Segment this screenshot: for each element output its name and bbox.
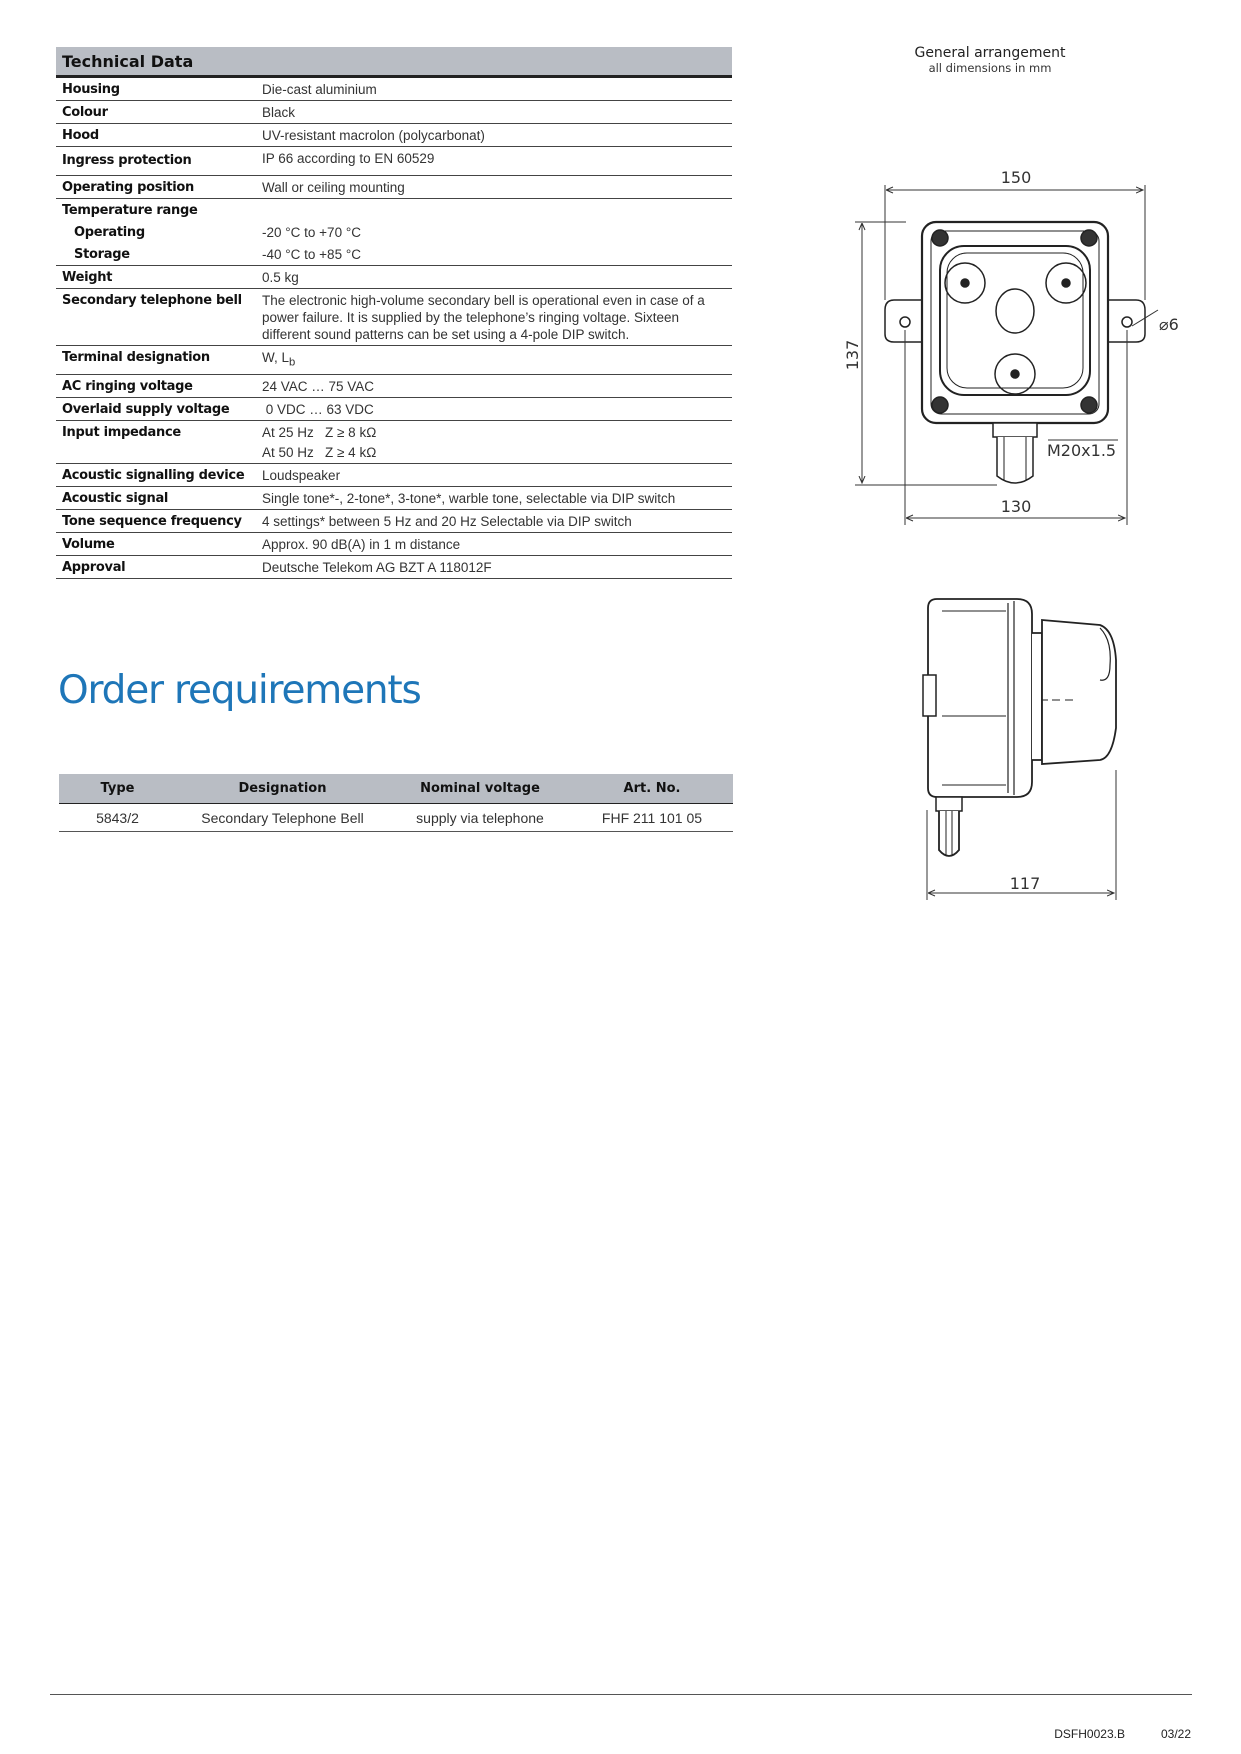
impedance-50hz: At 50 Hz Z ≥ 4 kΩ	[262, 444, 377, 460]
side-hood	[1042, 620, 1116, 764]
dim-depth: 117	[1009, 874, 1041, 893]
row-value: Wall or ceiling mounting	[256, 176, 732, 199]
cable-gland	[997, 437, 1033, 483]
row-value: UV-resistant macrolon (polycarbonat)	[256, 124, 732, 147]
row-value: Single tone*-, 2-tone*, 3-tone*, warble tone, selectable via DIP switch	[256, 486, 732, 509]
side-housing	[928, 599, 1032, 797]
row-value: 24 VAC … 75 VAC	[256, 374, 732, 397]
row-label: Volume	[56, 532, 256, 555]
side-flange	[1032, 633, 1042, 760]
row-label: Operating position	[56, 176, 256, 199]
row-label: AC ringing voltage	[56, 374, 256, 397]
side-view	[923, 599, 1116, 856]
impedance-25hz: At 25 Hz Z ≥ 8 kΩ	[262, 424, 377, 440]
general-arrangement-subtitle: all dimensions in mm	[928, 61, 1052, 75]
order-requirements-heading: Order requirements	[58, 668, 421, 713]
row-label: Housing	[56, 78, 256, 101]
corner-screw	[932, 397, 948, 413]
row-label: Approval	[56, 555, 256, 578]
row-value: -40 °C to +85 °C	[256, 243, 732, 266]
header-nominal-voltage: Nominal voltage	[389, 774, 571, 804]
header-designation: Designation	[176, 774, 389, 804]
row-value: -20 °C to +70 °C	[262, 225, 361, 240]
row-label: Tone sequence frequency	[56, 509, 256, 532]
row-value: Black	[256, 101, 732, 124]
row-value: Deutsche Telekom AG BZT A 118012F	[256, 555, 732, 578]
dim-hole: ⌀6	[1159, 315, 1179, 334]
dim-gland: M20x1.5	[1047, 441, 1117, 460]
row-value: The electronic high-volume secondary bell is operational even in case of a power failure. It is supplied by the telephone’s ringing voltage. Sixteen different sound patterns can be set using a 4-pole DIP switch.	[256, 289, 732, 346]
row-label: Storage	[56, 243, 256, 266]
row-label: Input impedance	[56, 420, 256, 463]
row-label: Weight	[56, 266, 256, 289]
corner-screw	[1081, 397, 1097, 413]
housing-outline	[922, 222, 1108, 423]
cell-type: 5843/2	[59, 804, 176, 832]
row-label: Temperature range	[62, 203, 198, 218]
row-label: Colour	[56, 101, 256, 124]
row-value: 4 settings* between 5 Hz and 20 Hz Selectable via DIP switch	[256, 509, 732, 532]
row-value: Approx. 90 dB(A) in 1 m distance	[256, 532, 732, 555]
terminal-value: W, L	[262, 350, 290, 365]
terminal-subscript: b	[289, 356, 296, 369]
cell-designation: Secondary Telephone Bell	[176, 804, 389, 832]
row-value: 0 VDC … 63 VDC	[256, 397, 732, 420]
technical-data-title: Technical Data	[56, 47, 732, 78]
cell-nominal-voltage: supply via telephone	[389, 804, 571, 832]
side-ear	[923, 675, 936, 716]
row-label: Secondary telephone bell	[56, 289, 256, 346]
row-label: Hood	[56, 124, 256, 147]
row-label: Ingress protection	[56, 147, 256, 176]
dim-height: 137	[843, 339, 862, 371]
dim-width-outer: 150	[1000, 168, 1032, 187]
row-label: Terminal designation	[56, 346, 256, 375]
corner-screw	[932, 230, 948, 246]
header-type: Type	[59, 774, 176, 804]
corner-screw	[1081, 230, 1097, 246]
row-value: Loudspeaker	[256, 463, 732, 486]
footer-divider	[50, 1694, 1192, 1695]
header-art-no: Art. No.	[571, 774, 733, 804]
hood-screw	[961, 279, 969, 287]
gland-nut	[993, 423, 1037, 437]
hood-screw	[1011, 370, 1019, 378]
row-value: Die-cast aluminium	[256, 78, 732, 101]
cell-art-no: FHF 211 101 05	[571, 804, 733, 832]
side-gland-nut	[936, 797, 962, 811]
footer	[1054, 1727, 1191, 1741]
document-id: DSFH0023.B	[1054, 1727, 1125, 1741]
general-arrangement-title: General arrangement	[914, 45, 1066, 61]
row-label: Acoustic signalling device	[56, 463, 256, 486]
dim-width-inner: 130	[1000, 497, 1032, 516]
row-value: IP 66 according to EN 60529	[256, 147, 732, 176]
row-value: 0.5 kg	[256, 266, 732, 289]
row-label: Operating	[74, 225, 145, 240]
row-label: Overlaid supply voltage	[56, 397, 256, 420]
document-date: 03/22	[1160, 1727, 1191, 1741]
row-label: Acoustic signal	[56, 486, 256, 509]
hood-screw	[1062, 279, 1070, 287]
side-cable-gland	[939, 811, 959, 856]
